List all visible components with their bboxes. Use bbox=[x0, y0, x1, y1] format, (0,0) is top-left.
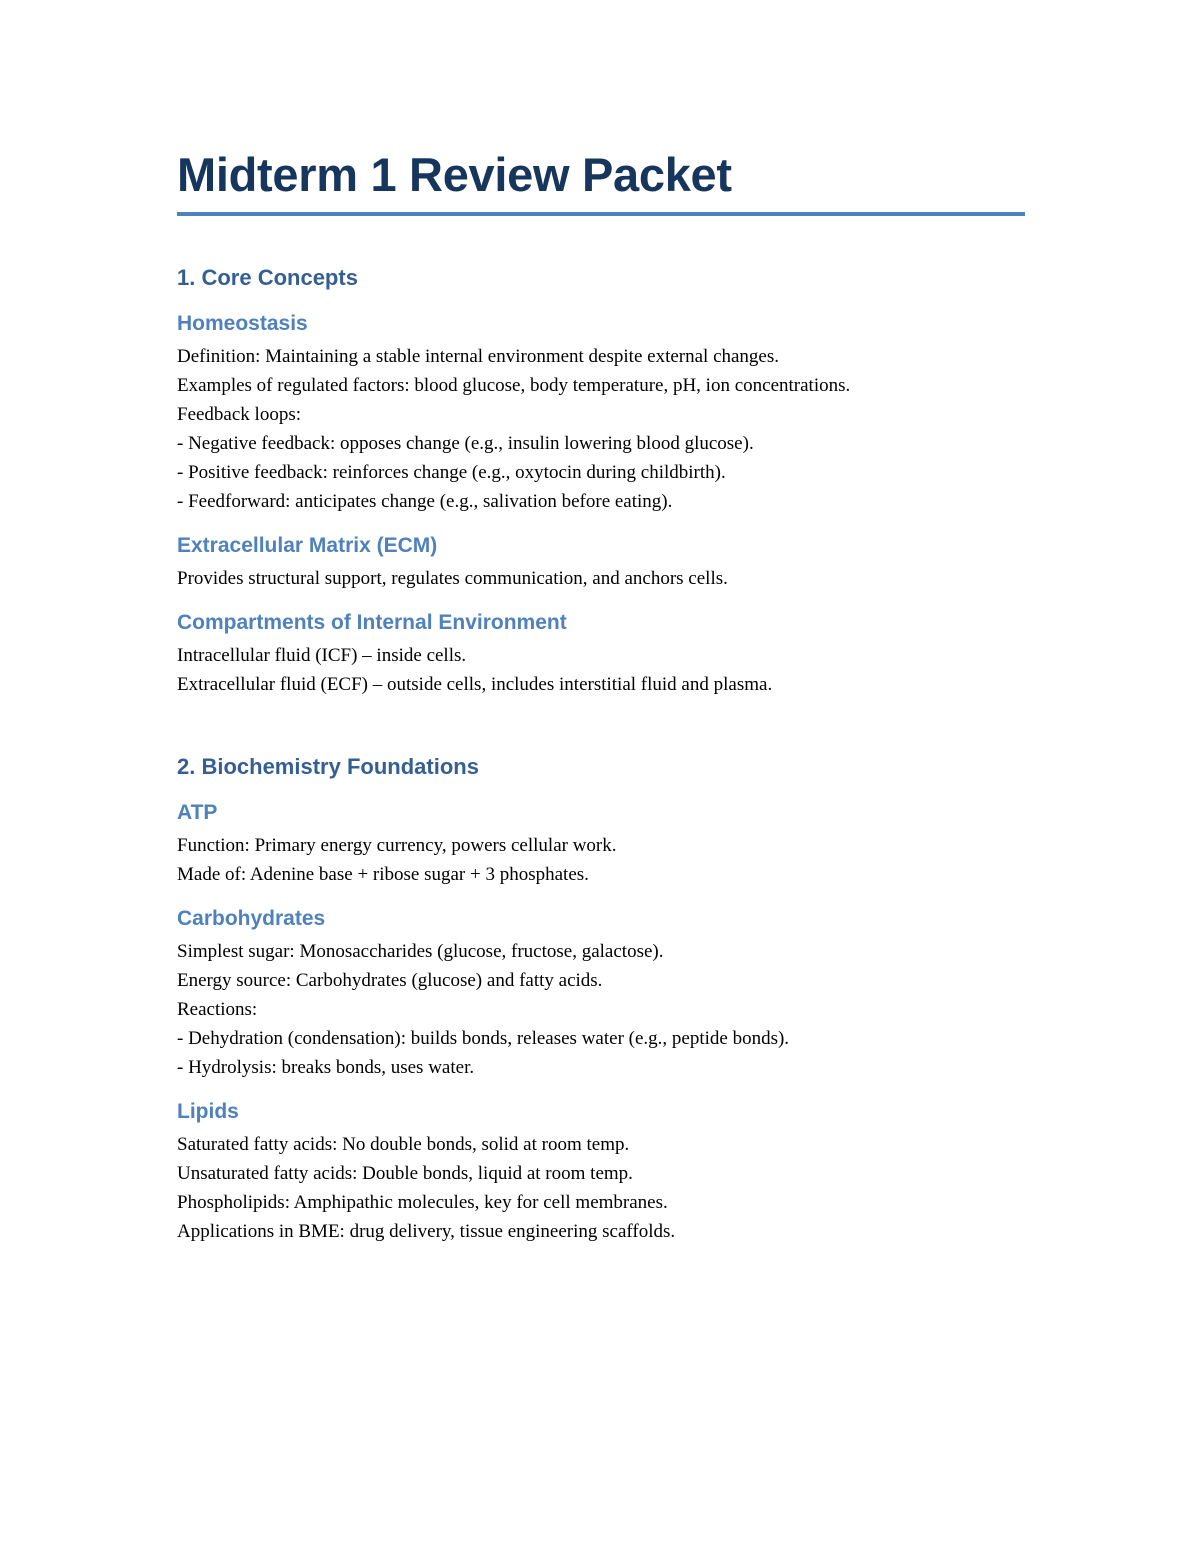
text-line: - Dehydration (condensation): builds bonds, releases water (e.g., peptide bonds). bbox=[177, 1028, 790, 1049]
subsection-text bbox=[177, 641, 1025, 699]
subsection-heading: Compartments of Internal Environment bbox=[177, 611, 567, 634]
subsection-heading: Carbohydrates bbox=[177, 907, 326, 930]
subsection-heading: Homeostasis bbox=[177, 312, 308, 335]
text-line: - Feedforward: anticipates change (e.g., salivation before eating). bbox=[177, 491, 673, 512]
text-line: Definition: Maintaining a stable internal environment despite external changes. bbox=[177, 346, 780, 367]
text-line: Feedback loops: bbox=[177, 404, 302, 425]
subsection-text bbox=[177, 564, 1025, 593]
section-biochemistry-foundations bbox=[177, 753, 1025, 1246]
text-line: Applications in BME: drug delivery, tissue engineering scaffolds. bbox=[177, 1221, 676, 1242]
title-underline bbox=[177, 212, 1025, 216]
text-line: - Hydrolysis: breaks bonds, uses water. bbox=[177, 1057, 475, 1078]
text-line: Saturated fatty acids: No double bonds, solid at room temp. bbox=[177, 1134, 630, 1155]
document-title: Midterm 1 Review Packet bbox=[177, 148, 732, 201]
subsection-atp bbox=[177, 799, 1025, 889]
text-line: Made of: Adenine base + ribose sugar + 3 phosphates. bbox=[177, 864, 589, 885]
text-line: Simplest sugar: Monosaccharides (glucose, fructose, galactose). bbox=[177, 941, 664, 962]
subsection-heading: ATP bbox=[177, 801, 218, 824]
section-heading: 1. Core Concepts bbox=[177, 265, 358, 290]
text-line: Unsaturated fatty acids: Double bonds, liquid at room temp. bbox=[177, 1163, 633, 1184]
subsection-ecm bbox=[177, 532, 1025, 593]
subsection-text bbox=[177, 342, 1025, 516]
text-line: Energy source: Carbohydrates (glucose) and fatty acids. bbox=[177, 970, 603, 991]
subsection-carbohydrates bbox=[177, 905, 1025, 1082]
text-line: Phospholipids: Amphipathic molecules, key for cell membranes. bbox=[177, 1192, 668, 1213]
subsection-compartments bbox=[177, 609, 1025, 699]
text-line: Provides structural support, regulates communication, and anchors cells. bbox=[177, 568, 728, 589]
subsection-homeostasis bbox=[177, 310, 1025, 516]
text-line: - Negative feedback: opposes change (e.g., insulin lowering blood glucose). bbox=[177, 433, 754, 454]
section-heading: 2. Biochemistry Foundations bbox=[177, 754, 479, 779]
subsection-heading: Extracellular Matrix (ECM) bbox=[177, 534, 438, 557]
text-line: Extracellular fluid (ECF) – outside cells, includes interstitial fluid and plasma. bbox=[177, 674, 773, 695]
text-line: Reactions: bbox=[177, 999, 258, 1020]
text-line: Intracellular fluid (ICF) – inside cells. bbox=[177, 645, 467, 666]
subsection-text bbox=[177, 937, 1025, 1082]
text-line: Examples of regulated factors: blood glucose, body temperature, pH, ion concentrations. bbox=[177, 375, 851, 396]
subsection-text bbox=[177, 831, 1025, 889]
text-line: - Positive feedback: reinforces change (e.g., oxytocin during childbirth). bbox=[177, 462, 726, 483]
subsection-lipids bbox=[177, 1098, 1025, 1246]
section-core-concepts bbox=[177, 264, 1025, 699]
subsection-heading: Lipids bbox=[177, 1100, 239, 1123]
subsection-text bbox=[177, 1130, 1025, 1246]
text-line: Function: Primary energy currency, powers cellular work. bbox=[177, 835, 617, 856]
document-body bbox=[177, 146, 1025, 1246]
